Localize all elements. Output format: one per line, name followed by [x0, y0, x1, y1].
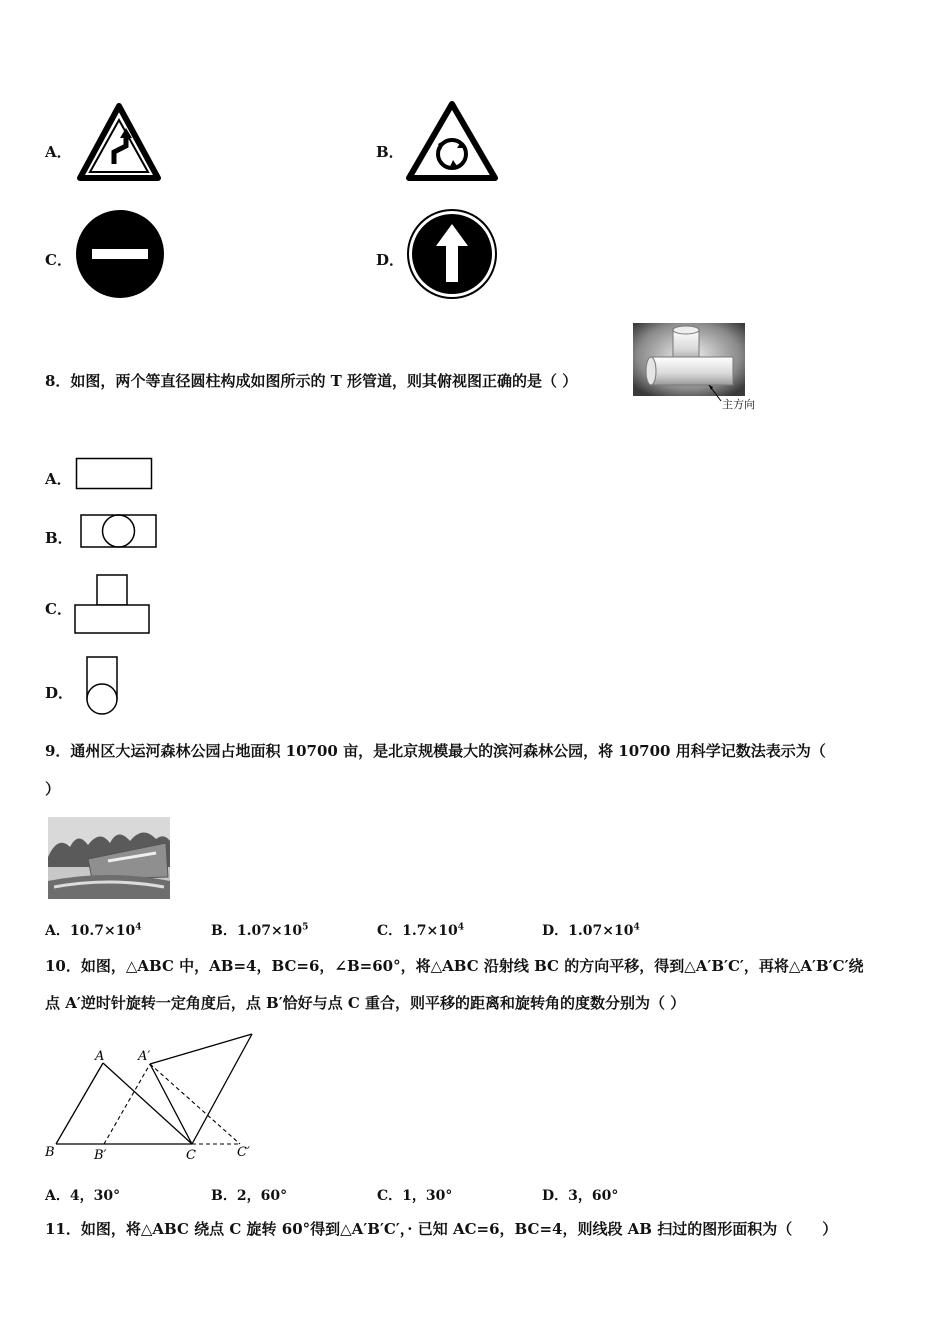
q10-option-c: C．1，30°: [377, 1188, 453, 1204]
segment-a1-c: [150, 1064, 192, 1144]
t-shape-view-icon: [73, 573, 153, 637]
q8-option-b-label: B．: [45, 529, 73, 547]
q9-option-c: C．$1.7\times 10^4$: [377, 922, 464, 939]
segment-a1c1: [150, 1064, 240, 1144]
park-photo: [48, 817, 170, 899]
segment-top-c: [192, 1034, 252, 1144]
q10-option-a: A．4，30°: [45, 1188, 121, 1204]
circle-with-tube-view-icon: [82, 655, 122, 717]
segment-ac: [103, 1063, 192, 1144]
q10-option-b: B．2，60°: [211, 1188, 288, 1204]
label-b1: B′: [94, 1148, 107, 1163]
q8-text: 8．如图，两个等直径圆柱构成如图所示的 T 形管道，则其俯视图正确的是（ ）: [45, 372, 578, 390]
q8-option-c-label: C．: [45, 600, 72, 618]
q9-text-line1: 9．通州区大运河森林公园占地面积 10700 亩，是北京规模最大的滨河森林公园，将 10700 用科学记数法表示为（: [45, 742, 826, 760]
q7-option-d-label: D．: [376, 251, 405, 269]
label-a: A: [95, 1049, 105, 1064]
q10-text-line1: 10．如图，△ABC 中，AB=4，BC=6，∠B=60°，将△ABC 沿射线 BC 的方向平移，得到△A′B′C′，再将△A′B′C′绕: [45, 957, 864, 975]
t-pipe-caption: 主方向: [722, 398, 755, 411]
segment-a1b1: [104, 1064, 150, 1144]
segment-a1-top: [150, 1034, 252, 1064]
sign-no-entry-icon: [74, 209, 166, 299]
q9-text-line2: ）: [45, 780, 61, 798]
q8-option-a-label: A．: [45, 470, 72, 488]
sign-zigzag-road-icon: [76, 102, 162, 182]
q10-triangle-figure: [40, 1028, 270, 1168]
q10-option-d: D．3，60°: [542, 1188, 619, 1204]
q9-option-d: D．$1.07\times 10^4$: [542, 922, 640, 939]
segment-ab: [56, 1063, 103, 1144]
q9-option-b: B．$1.07\times 10^5$: [211, 922, 309, 939]
q11-text: 11．如图，将△ABC 绕点 C 旋转 60°得到△A′B′C′，· 已知 AC=6，BC=4，则线段 AB 扫过的图形面积为（ ）: [45, 1220, 838, 1238]
sign-straight-ahead-icon: [406, 208, 498, 300]
label-c: C: [186, 1148, 196, 1163]
q10-text-line2: 点 A′逆时针旋转一定角度后，点 B′恰好与点 C 重合，则平移的距离和旋转角的度数分别为（ ）: [45, 994, 686, 1012]
q9-option-a: A．$10.7\times 10^4$: [45, 922, 142, 939]
label-c1: C′: [237, 1145, 250, 1160]
rectangle-with-circle-view-icon: [79, 513, 159, 551]
sign-roundabout-icon: [405, 100, 499, 182]
q7-option-c-label: C．: [45, 251, 72, 269]
label-a1: A′: [138, 1049, 151, 1064]
q7-option-b-label: B．: [376, 143, 404, 161]
label-b: B: [45, 1145, 55, 1160]
q8-option-d-label: D．: [45, 684, 74, 702]
rectangle-view-icon: [75, 457, 155, 491]
q7-option-a-label: A．: [45, 143, 72, 161]
